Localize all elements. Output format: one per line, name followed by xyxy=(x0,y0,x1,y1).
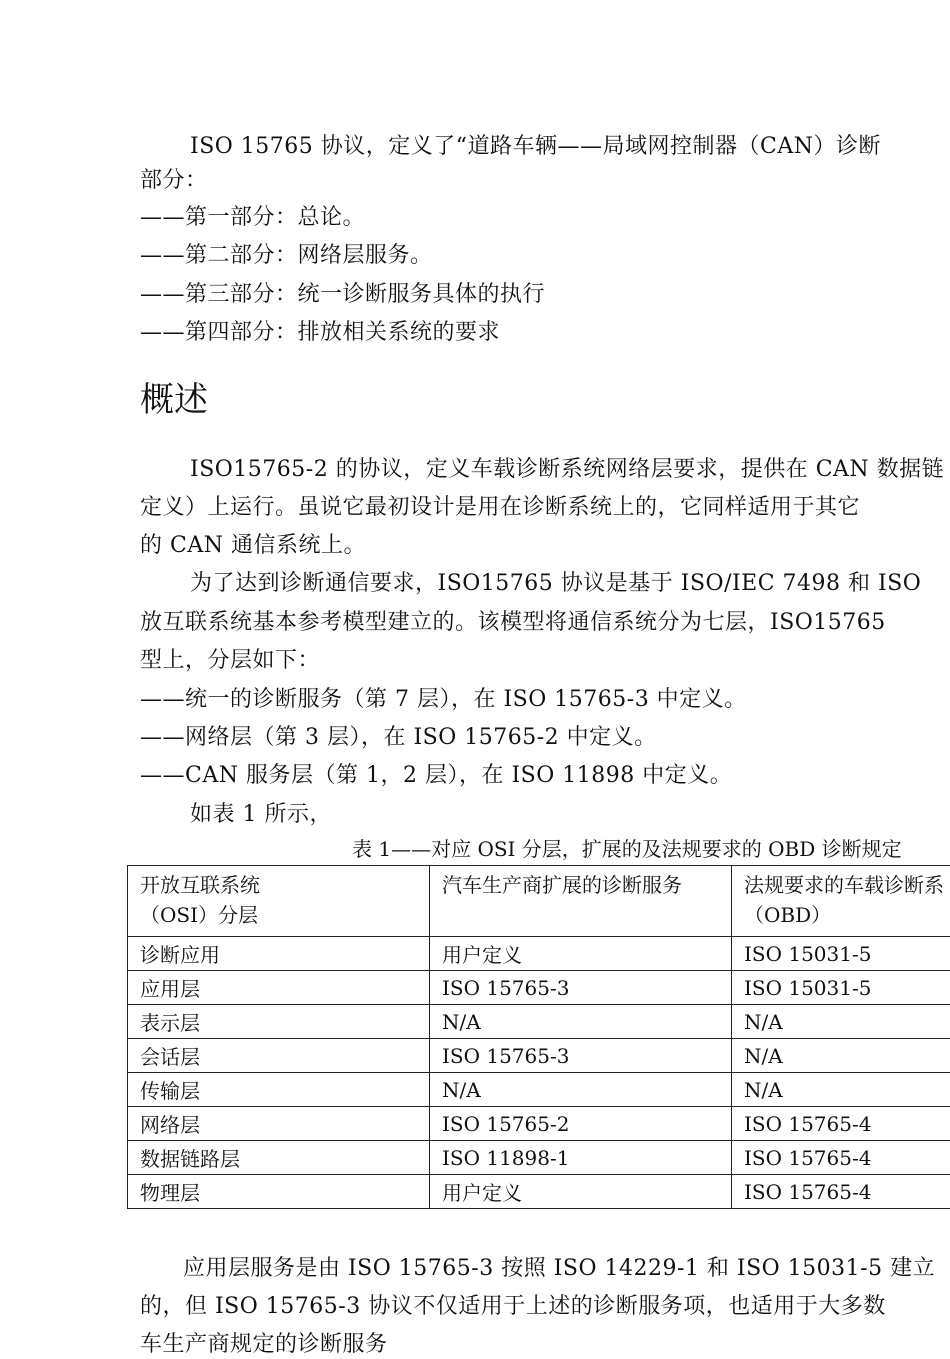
table-cell: 物理层 xyxy=(128,1175,430,1209)
table-row xyxy=(128,1107,950,1141)
table-cell: ISO 15765-2 xyxy=(430,1107,732,1141)
table-cell: N/A xyxy=(732,1005,950,1039)
part-item-3: ——第三部分：统一诊断服务具体的执行 xyxy=(140,281,545,309)
header-line: 开放互联系统 xyxy=(140,870,417,900)
table-cell: 会话层 xyxy=(128,1039,430,1073)
closing-line-1: 应用层服务是由 ISO 15765-3 按照 ISO 14229-1 和 ISO 15031-5 建立 xyxy=(183,1255,935,1283)
table-cell: N/A xyxy=(732,1039,950,1073)
overview-p1-line-1: ISO15765-2 的协议，定义车载诊断系统网络层要求，提供在 CAN 数据链 xyxy=(190,456,944,484)
table-cell: 网络层 xyxy=(128,1107,430,1141)
overview-p2-line-1: 为了达到诊断通信要求，ISO15765 协议是基于 ISO/IEC 7498 和 ISO xyxy=(190,570,921,598)
table-row xyxy=(128,1141,950,1175)
table-cell: 数据链路层 xyxy=(128,1141,430,1175)
table-cell: ISO 15765-4 xyxy=(732,1107,950,1141)
part-item-2: ——第二部分：网络层服务。 xyxy=(140,242,433,270)
table-cell: 诊断应用 xyxy=(128,937,430,971)
table-row xyxy=(128,1073,950,1107)
part-item-1: ——第一部分：总论。 xyxy=(140,204,365,232)
closing-line-2: 的，但 ISO 15765-3 协议不仅适用于上述的诊断服务项，也适用于大多数 xyxy=(140,1293,886,1321)
header-line: 法规要求的车载诊断系 xyxy=(744,870,950,900)
table-row xyxy=(128,1175,950,1209)
layer-item-1: ——统一的诊断服务（第 7 层），在 ISO 15765-3 中定义。 xyxy=(140,686,747,714)
layer-item-2: ——网络层（第 3 层），在 ISO 15765-2 中定义。 xyxy=(140,724,657,752)
table-row xyxy=(128,971,950,1005)
table-cell: ISO 15031-5 xyxy=(732,971,950,1005)
section-heading: 概述 xyxy=(140,378,208,422)
overview-p1-line-3: 的 CAN 通信系统上。 xyxy=(140,532,366,560)
table-cell: ISO 15765-4 xyxy=(732,1175,950,1209)
table-cell: 传输层 xyxy=(128,1073,430,1107)
table-cell: ISO 15765-3 xyxy=(430,1039,732,1073)
header-line: （OBD） xyxy=(744,900,950,930)
header-cell xyxy=(732,866,950,937)
osi-table xyxy=(127,865,950,1209)
table-cell: ISO 11898-1 xyxy=(430,1141,732,1175)
table-cell: ISO 15765-3 xyxy=(430,971,732,1005)
table-cell: N/A xyxy=(732,1073,950,1107)
overview-p2-line-3: 型上，分层如下： xyxy=(140,647,320,675)
intro-line-1: ISO 15765 协议，定义了“道路车辆——局域网控制器（CAN）诊断 xyxy=(190,133,881,161)
table-header-row xyxy=(128,866,950,937)
table-cell: 表示层 xyxy=(128,1005,430,1039)
header-line: 汽车生产商扩展的诊断服务 xyxy=(442,870,719,900)
header-line: （OSI）分层 xyxy=(140,900,417,930)
intro-line-2: 部分： xyxy=(140,167,208,195)
table-cell: 用户定义 xyxy=(430,1175,732,1209)
table-cell: 用户定义 xyxy=(430,937,732,971)
overview-p1-line-2: 定义）上运行。虽说它最初设计是用在诊断系统上的，它同样适用于其它 xyxy=(140,494,860,522)
table-caption: 表 1——对应 OSI 分层，扩展的及法规要求的 OBD 诊断规定 xyxy=(352,836,902,862)
header-cell xyxy=(128,866,430,937)
table-cell: N/A xyxy=(430,1005,732,1039)
closing-line-3: 车生产商规定的诊断服务 xyxy=(140,1331,388,1359)
table-reference: 如表 1 所示， xyxy=(190,801,332,829)
table-cell: N/A xyxy=(430,1073,732,1107)
table-cell: 应用层 xyxy=(128,971,430,1005)
overview-p2-line-2: 放互联系统基本参考模型建立的。该模型将通信系统分为七层，ISO15765 xyxy=(140,609,886,637)
header-cell xyxy=(430,866,732,937)
layer-item-3: ——CAN 服务层（第 1，2 层），在 ISO 11898 中定义。 xyxy=(140,762,732,790)
table-row xyxy=(128,1005,950,1039)
table-cell: ISO 15765-4 xyxy=(732,1141,950,1175)
table-row xyxy=(128,1039,950,1073)
table-cell: ISO 15031-5 xyxy=(732,937,950,971)
part-item-4: ——第四部分：排放相关系统的要求 xyxy=(140,319,500,347)
table-row xyxy=(128,937,950,971)
